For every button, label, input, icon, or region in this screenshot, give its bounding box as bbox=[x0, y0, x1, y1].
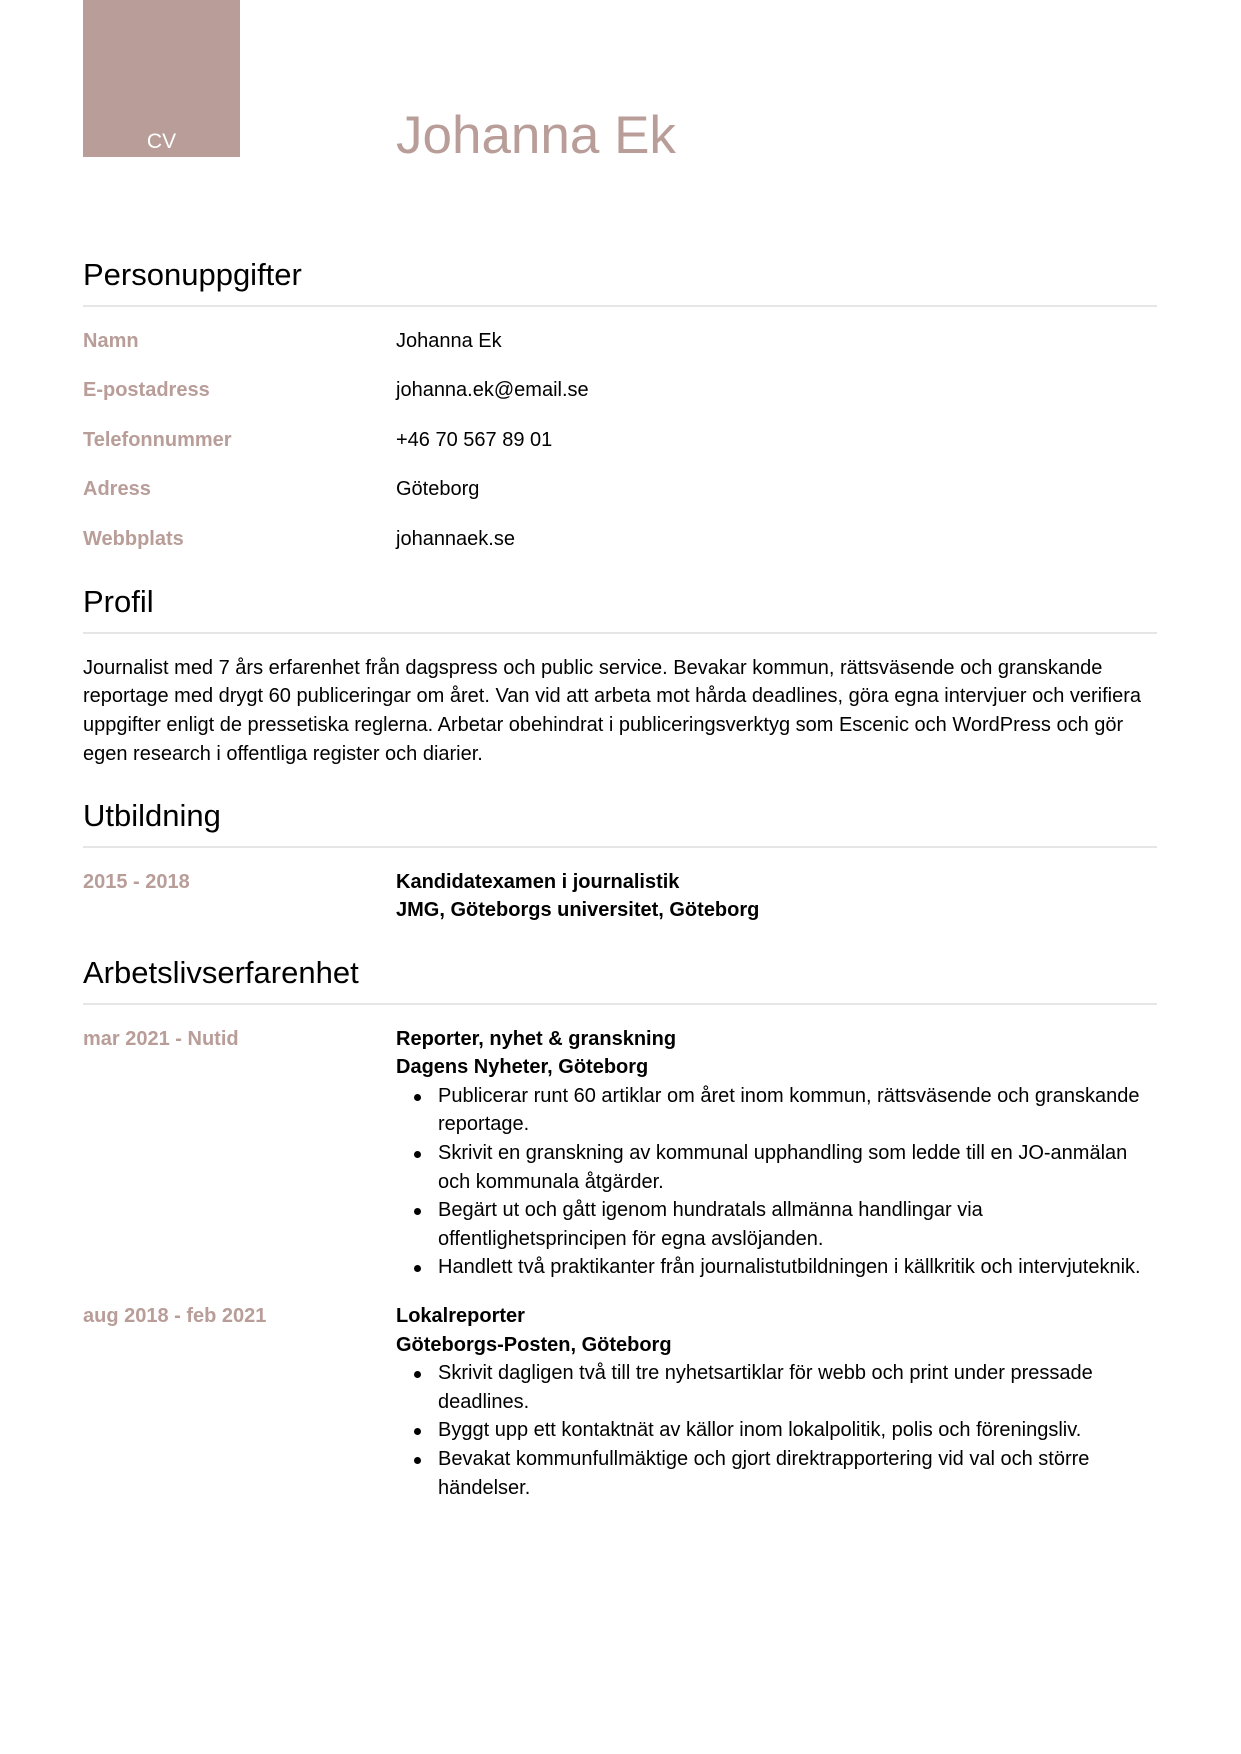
entry-title: Lokalreporter bbox=[396, 1304, 525, 1327]
personal-label: Telefonnummer bbox=[83, 428, 232, 451]
entry-org: Dagens Nyheter, Göteborg bbox=[396, 1056, 649, 1079]
personal-value: Johanna Ek bbox=[396, 329, 502, 352]
resume-content bbox=[83, 257, 1157, 1502]
profile-heading: Profil bbox=[83, 584, 1157, 634]
website-link[interactable]: johannaek.se bbox=[396, 527, 515, 550]
bullet-item: Byggt upp ett kontaktnät av källor inom lokalpolitik, polis och föreningsliv. bbox=[438, 1416, 1157, 1445]
bullet-list bbox=[396, 1359, 1157, 1502]
experience-section bbox=[83, 955, 1157, 1502]
experience-entry bbox=[83, 1005, 1157, 1282]
personal-row-address bbox=[83, 475, 1157, 525]
education-section bbox=[83, 798, 1157, 925]
entry-date: aug 2018 - feb 2021 bbox=[83, 1304, 267, 1327]
cv-badge-label: CV bbox=[146, 130, 177, 153]
personal-label: Adress bbox=[83, 478, 151, 501]
personal-value: +46 70 567 89 01 bbox=[396, 428, 553, 451]
experience-entry bbox=[83, 1282, 1157, 1502]
bullet-list bbox=[396, 1082, 1157, 1282]
personal-list bbox=[83, 307, 1157, 575]
personal-heading: Personuppgifter bbox=[83, 257, 1157, 307]
personal-label: E-postadress bbox=[83, 379, 210, 402]
entry-title: Kandidatexamen i journalistik bbox=[396, 870, 680, 893]
entry-org: JMG, Göteborgs universitet, Göteborg bbox=[396, 899, 760, 922]
bullet-item: Handlett två praktikanter från journalistutbildningen i källkritik och intervjuteknik. bbox=[438, 1253, 1157, 1282]
entry-body bbox=[396, 1302, 1157, 1502]
profile-text: Journalist med 7 års erfarenhet från dagspress och public service. Bevakar kommun, rättsväsende och granskande reportage med drygt 60 publiceringar om året. Van vid att arbeta mot hårda deadlines, göra egna intervjuer och verifiera uppgifter enligt de pressetiska reglerna. Arbetar obehindrat i publiceringsverktyg som Escenic och WordPress och gör egen research i offentliga register och diarier. bbox=[83, 656, 1142, 765]
entry-body bbox=[396, 1025, 1157, 1282]
email-link[interactable]: johanna.ek@email.se bbox=[396, 379, 589, 402]
personal-row-website bbox=[83, 525, 1157, 575]
personal-section bbox=[83, 257, 1157, 574]
personal-row-email bbox=[83, 376, 1157, 426]
personal-value: Göteborg bbox=[396, 478, 480, 501]
bullet-item: Skrivit dagligen två till tre nyhetsartiklar för webb och print under pressade deadlines. bbox=[438, 1359, 1157, 1416]
cv-badge bbox=[83, 0, 240, 157]
personal-label: Namn bbox=[83, 329, 139, 352]
bullet-item: Publicerar runt 60 artiklar om året inom kommun, rättsväsende och granskande reportage. bbox=[438, 1082, 1157, 1139]
entry-org: Göteborgs-Posten, Göteborg bbox=[396, 1333, 672, 1356]
education-heading: Utbildning bbox=[83, 798, 1157, 848]
bullet-item: Skrivit en granskning av kommunal upphandling som ledde till en JO-anmälan och kommunala åtgärder. bbox=[438, 1139, 1157, 1196]
experience-heading: Arbetslivserfarenhet bbox=[83, 955, 1157, 1005]
entry-title: Reporter, nyhet & granskning bbox=[396, 1027, 677, 1050]
bullet-item: Begärt ut och gått igenom hundratals allmänna handlingar via offentlighetsprincipen för egna avslöjanden. bbox=[438, 1196, 1157, 1253]
profile-section bbox=[83, 584, 1157, 768]
personal-row-name bbox=[83, 327, 1157, 377]
entry-date: 2015 - 2018 bbox=[83, 870, 190, 893]
entry-body bbox=[396, 868, 1157, 925]
page-title: Johanna Ek bbox=[396, 106, 676, 165]
personal-row-phone bbox=[83, 426, 1157, 476]
entry-date: mar 2021 - Nutid bbox=[83, 1027, 239, 1050]
personal-label: Webbplats bbox=[83, 527, 184, 550]
education-entry bbox=[83, 848, 1157, 925]
bullet-item: Bevakat kommunfullmäktige och gjort direktrapportering vid val och större händelser. bbox=[438, 1445, 1157, 1502]
